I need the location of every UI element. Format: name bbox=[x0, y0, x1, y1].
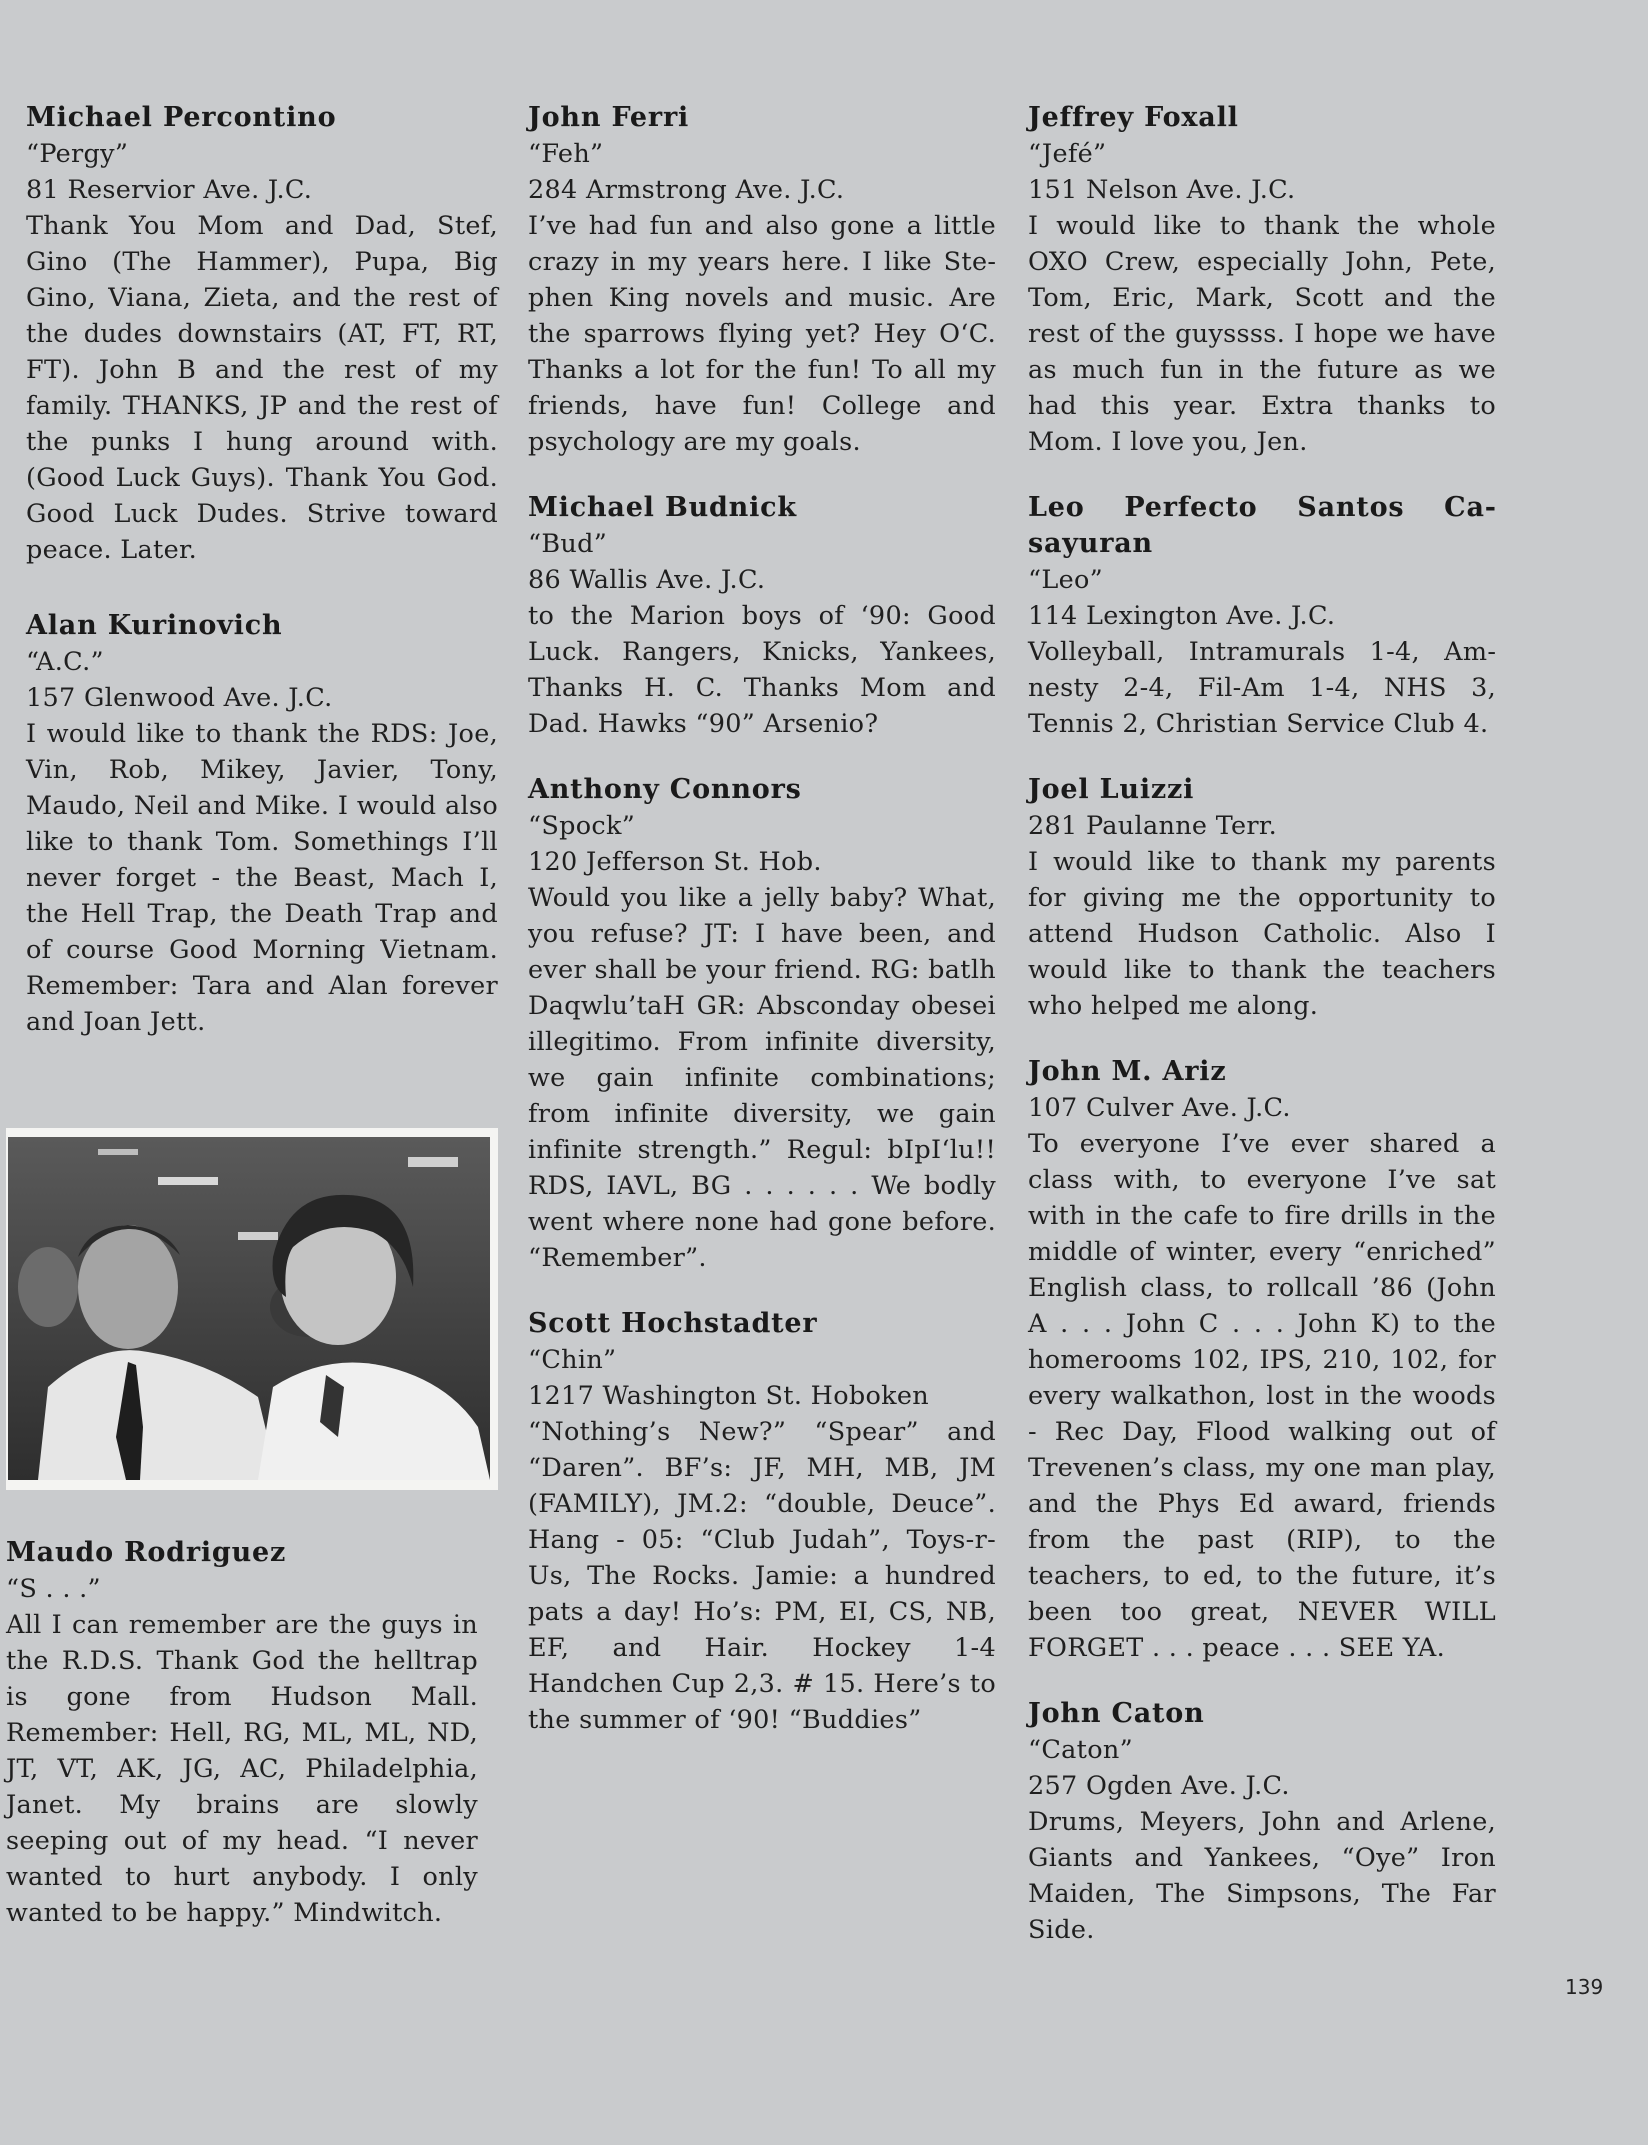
senior-entry-percontino bbox=[26, 100, 498, 568]
student-address: 281 Paulanne Terr. bbox=[1028, 811, 1278, 841]
student-bio: Would you like a jelly baby? What, you refuse? JT: I have been, and ever shall be your friend. RG: batlh Daqwlu’taH GR: Absconday obesei illegitimo. From infinite diversity, we gain infinite combinations; from infinite diversity, we gain infinite strength.” Regul: bIpI‘lu!! RDS, IAVL, BG . . . . . . We bodly went where none had gone before. “Remember”. bbox=[528, 883, 996, 1273]
candid-photo-image bbox=[8, 1137, 490, 1480]
student-name: Michael Budnick bbox=[528, 492, 797, 523]
student-address: 1217 Washington St. Hoboken bbox=[528, 1381, 929, 1411]
student-nickname: “Feh” bbox=[528, 139, 604, 169]
student-name: Anthony Connors bbox=[528, 774, 802, 805]
senior-entry-kurinovich bbox=[26, 608, 498, 1040]
student-nickname: “Caton” bbox=[1028, 1735, 1133, 1765]
student-name: Leo Perfecto Santos Casayuran bbox=[1028, 492, 1496, 559]
page-number: 139 bbox=[1565, 1975, 1604, 1999]
senior-entry-ferri bbox=[528, 100, 996, 460]
student-address: 257 Ogden Ave. J.C. bbox=[1028, 1771, 1290, 1801]
student-name: Joel Luizzi bbox=[1028, 774, 1195, 805]
candid-photo bbox=[6, 1128, 498, 1490]
student-name: John Caton bbox=[1028, 1698, 1205, 1729]
senior-entry-connors bbox=[528, 772, 996, 1276]
student-name: John Ferri bbox=[528, 102, 690, 133]
student-bio: Volleyball, Intramurals 1-4, Amnesty 2-4, Fil-Am 1-4, NHS 3, Tennis 2, Christian Service Club 4. bbox=[1028, 637, 1496, 739]
column-3 bbox=[1028, 100, 1496, 1948]
senior-entry-rodriguez bbox=[6, 1535, 478, 1931]
student-bio: Thank You Mom and Dad, Stef, Gino (The Hammer), Pupa, Big Gino, Viana, Zieta, and the rest of the dudes downstairs (AT, FT, RT, FT). John B and the rest of my family. THANKS, JP and the rest of the punks I hung around with. (Good Luck Guys). Thank You God. Good Luck Dudes. Strive toward peace. Later. bbox=[26, 211, 498, 565]
senior-entry-hochstadter bbox=[528, 1306, 996, 1738]
student-address: 157 Glenwood Ave. J.C. bbox=[26, 683, 333, 713]
student-name: John M. Ariz bbox=[1028, 1056, 1227, 1087]
student-bio: “Nothing’s New?” “Spear” and “Daren”. BF’s: JF, MH, MB, JM (FAMILY), JM.2: “double, Deuce”. Hang - 05: “Club Judah”, Toys-r-Us, The Rocks. Jamie: a hundred pats a day! Ho’s: PM, EI, CS, NB, EF, and Hair. Hockey 1-4 Handchen Cup 2,3. # 15. Here’s to the summer of ‘90! “Buddies” bbox=[528, 1417, 996, 1735]
student-name: Jeffrey Foxall bbox=[1028, 102, 1239, 133]
student-bio: Drums, Meyers, John and Arlene, Giants and Yankees, “Oye” Iron Maiden, The Simpsons, The Far Side. bbox=[1028, 1807, 1496, 1945]
senior-entry-luizzi bbox=[1028, 772, 1496, 1024]
student-bio: I’ve had fun and also gone a little crazy in my years here. I like Stephen King novels and music. Are the sparrows flying yet? Hey O‘C. Thanks a lot for the fun! To all my friends, have fun! College and psychology are my goals. bbox=[528, 211, 996, 457]
senior-entry-budnick bbox=[528, 490, 996, 742]
senior-entry-casayuran bbox=[1028, 490, 1496, 742]
student-nickname: “Leo” bbox=[1028, 565, 1103, 595]
student-address: 86 Wallis Ave. J.C. bbox=[528, 565, 766, 595]
student-bio: To everyone I’ve ever shared a class with, to everyone I’ve sat with in the cafe to fire drills in the middle of winter, every “enriched” English class, to rollcall ’86 (John A . . . John C . . . John K) to the homerooms 102, IPS, 210, 102, for every walkathon, lost in the woods - Rec Day, Flood walking out of Trevenen’s class, my one man play, and the Phys Ed award, friends from the past (RIP), to the teachers, to ed, to the future, it’s been too great, NEVER WILL FORGET . . . peace . . . SEE YA. bbox=[1028, 1129, 1496, 1663]
student-name: Michael Percontino bbox=[26, 102, 337, 133]
student-address: 284 Armstrong Ave. J.C. bbox=[528, 175, 845, 205]
senior-entry-ariz bbox=[1028, 1054, 1496, 1666]
student-bio: All I can remember are the guys in the R.D.S. Thank God the helltrap is gone from Hudson Mall. Remember: Hell, RG, ML, ML, ND, JT, VT, AK, JG, AC, Philadelphia, Janet. My brains are slowly seeping out of my head. “I never wanted to hurt anybody. I only wanted to be happy.” Mindwitch. bbox=[6, 1610, 478, 1928]
student-bio: I would like to thank the RDS: Joe, Vin, Rob, Mikey, Javier, Tony, Maudo, Neil and Mike. I would also like to thank Tom. Somethings I’ll never forget - the Beast, Mach I, the Hell Trap, the Death Trap and of course Good Morning Vietnam. Remember: Tara and Alan forever and Joan Jett. bbox=[26, 719, 498, 1037]
column-2 bbox=[528, 100, 996, 1738]
column-1 bbox=[26, 100, 498, 1040]
student-nickname: “Jefé” bbox=[1028, 139, 1107, 169]
student-name: Scott Hochstadter bbox=[528, 1308, 818, 1339]
student-address: 151 Nelson Ave. J.C. bbox=[1028, 175, 1296, 205]
student-nickname: “Chin” bbox=[528, 1345, 617, 1375]
student-name: Alan Kurinovich bbox=[26, 610, 283, 641]
student-bio: to the Marion boys of ‘90: Good Luck. Rangers, Knicks, Yankees, Thanks H. C. Thanks Mom and Dad. Hawks “90” Arsenio? bbox=[528, 601, 996, 739]
student-bio: I would like to thank the whole OXO Crew, especially John, Pete, Tom, Eric, Mark, Scott and the rest of the guyssss. I hope we have as much fun in the future as we had this year. Extra thanks to Mom. I love you, Jen. bbox=[1028, 211, 1496, 457]
student-name: Maudo Rodriguez bbox=[6, 1537, 287, 1568]
student-nickname: “A.C.” bbox=[26, 647, 104, 677]
student-address: 81 Reservior Ave. J.C. bbox=[26, 175, 313, 205]
student-bio: I would like to thank my parents for giving me the opportunity to attend Hudson Catholic. Also I would like to thank the teachers who helped me along. bbox=[1028, 847, 1496, 1021]
student-address: 107 Culver Ave. J.C. bbox=[1028, 1093, 1291, 1123]
senior-entry-caton bbox=[1028, 1696, 1496, 1948]
student-nickname: “Spock” bbox=[528, 811, 636, 841]
student-nickname: “Bud” bbox=[528, 529, 608, 559]
column-1-bottom bbox=[6, 1535, 478, 1931]
student-nickname: “Pergy” bbox=[26, 139, 129, 169]
student-address: 120 Jefferson St. Hob. bbox=[528, 847, 822, 877]
student-address: 114 Lexington Ave. J.C. bbox=[1028, 601, 1336, 631]
student-nickname: “S . . .” bbox=[6, 1574, 101, 1604]
senior-entry-foxall bbox=[1028, 100, 1496, 460]
